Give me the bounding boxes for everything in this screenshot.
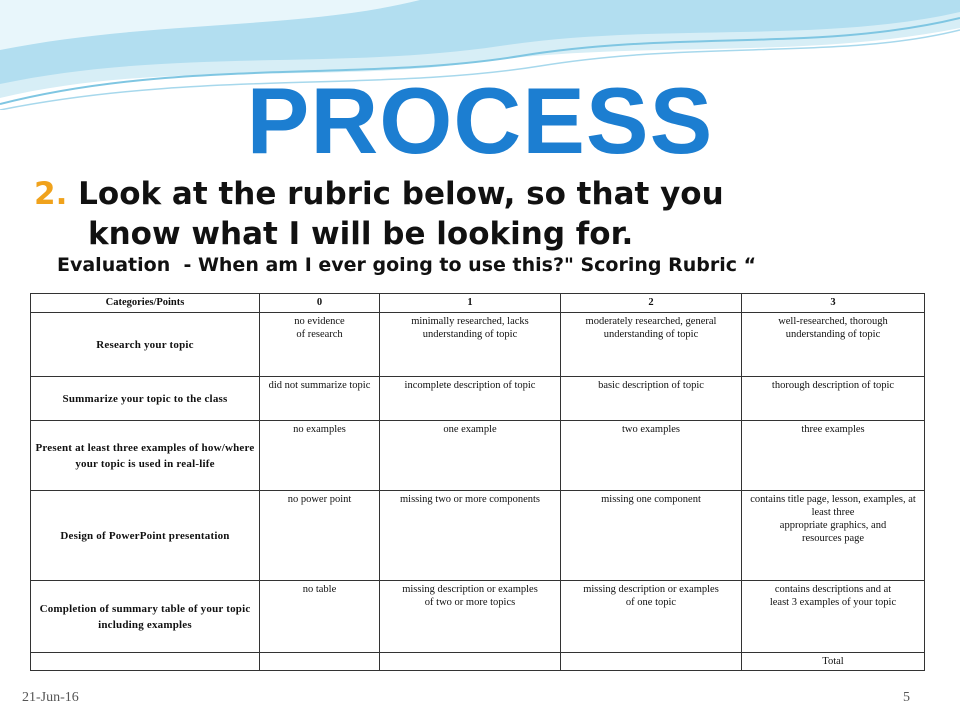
slide-number: 5 bbox=[903, 690, 910, 705]
rubric-header-cell: Categories/Points bbox=[31, 294, 260, 313]
rubric-row bbox=[31, 491, 925, 581]
rubric-score-cell: basic description of topic bbox=[561, 377, 742, 421]
rubric-empty-cell bbox=[31, 653, 260, 671]
rubric-score-cell: contains descriptions and at least 3 examples of your topic bbox=[742, 581, 925, 653]
rubric-body bbox=[31, 313, 925, 671]
rubric-score-cell: incomplete description of topic bbox=[380, 377, 561, 421]
rubric-row bbox=[31, 581, 925, 653]
rubric-score-cell: well-researched, thorough understanding of topic bbox=[742, 313, 925, 377]
rubric-category-cell: Summarize your topic to the class bbox=[31, 377, 260, 421]
rubric-score-cell: no power point bbox=[260, 491, 380, 581]
rubric-score-cell: contains title page, lesson, examples, at least three appropriate graphics, and resources page bbox=[742, 491, 925, 581]
rubric-empty-cell bbox=[561, 653, 742, 671]
rubric-header-cell: 1 bbox=[380, 294, 561, 313]
rubric-score-cell: three examples bbox=[742, 421, 925, 491]
rubric-empty-cell bbox=[380, 653, 561, 671]
rubric-row bbox=[31, 421, 925, 491]
rubric-score-cell: no evidence of research bbox=[260, 313, 380, 377]
rubric-row bbox=[31, 313, 925, 377]
rubric-category-cell: Present at least three examples of how/where your topic is used in real-life bbox=[31, 421, 260, 491]
rubric-score-cell: missing description or examples of one topic bbox=[561, 581, 742, 653]
instruction-text bbox=[34, 174, 934, 254]
rubric-row bbox=[31, 377, 925, 421]
rubric-score-cell: no examples bbox=[260, 421, 380, 491]
rubric-score-cell: thorough description of topic bbox=[742, 377, 925, 421]
footer-date: 21-Jun-16 bbox=[22, 690, 79, 705]
rubric-score-cell: missing two or more components bbox=[380, 491, 561, 581]
rubric-score-cell: minimally researched, lacks understanding of topic bbox=[380, 313, 561, 377]
rubric-header-cell: 2 bbox=[561, 294, 742, 313]
rubric-total-row bbox=[31, 653, 925, 671]
instruction-number: 2. bbox=[34, 176, 68, 212]
rubric-score-cell: two examples bbox=[561, 421, 742, 491]
rubric-score-cell: did not summarize topic bbox=[260, 377, 380, 421]
rubric-category-cell: Design of PowerPoint presentation bbox=[31, 491, 260, 581]
rubric-score-cell: missing one component bbox=[561, 491, 742, 581]
rubric-total-label: Total bbox=[742, 653, 925, 671]
rubric-category-cell: Research your topic bbox=[31, 313, 260, 377]
instruction-line-2: know what I will be looking for. bbox=[88, 216, 634, 252]
rubric-header-cell: 0 bbox=[260, 294, 380, 313]
rubric-score-cell: moderately researched, general understanding of topic bbox=[561, 313, 742, 377]
rubric-empty-cell bbox=[260, 653, 380, 671]
rubric-score-cell: missing description or examples of two or more topics bbox=[380, 581, 561, 653]
instruction-line-1: Look at the rubric below, so that you bbox=[78, 176, 724, 212]
evaluation-subtitle: Evaluation - When am I ever going to use this?" Scoring Rubric “ bbox=[57, 254, 757, 276]
rubric-header-cell: 3 bbox=[742, 294, 925, 313]
rubric-score-cell: no table bbox=[260, 581, 380, 653]
rubric-category-cell: Completion of summary table of your topic including examples bbox=[31, 581, 260, 653]
slide-title: PROCESS bbox=[246, 68, 714, 173]
rubric-header-row bbox=[31, 294, 925, 313]
scoring-rubric-table bbox=[30, 293, 925, 671]
rubric-score-cell: one example bbox=[380, 421, 561, 491]
